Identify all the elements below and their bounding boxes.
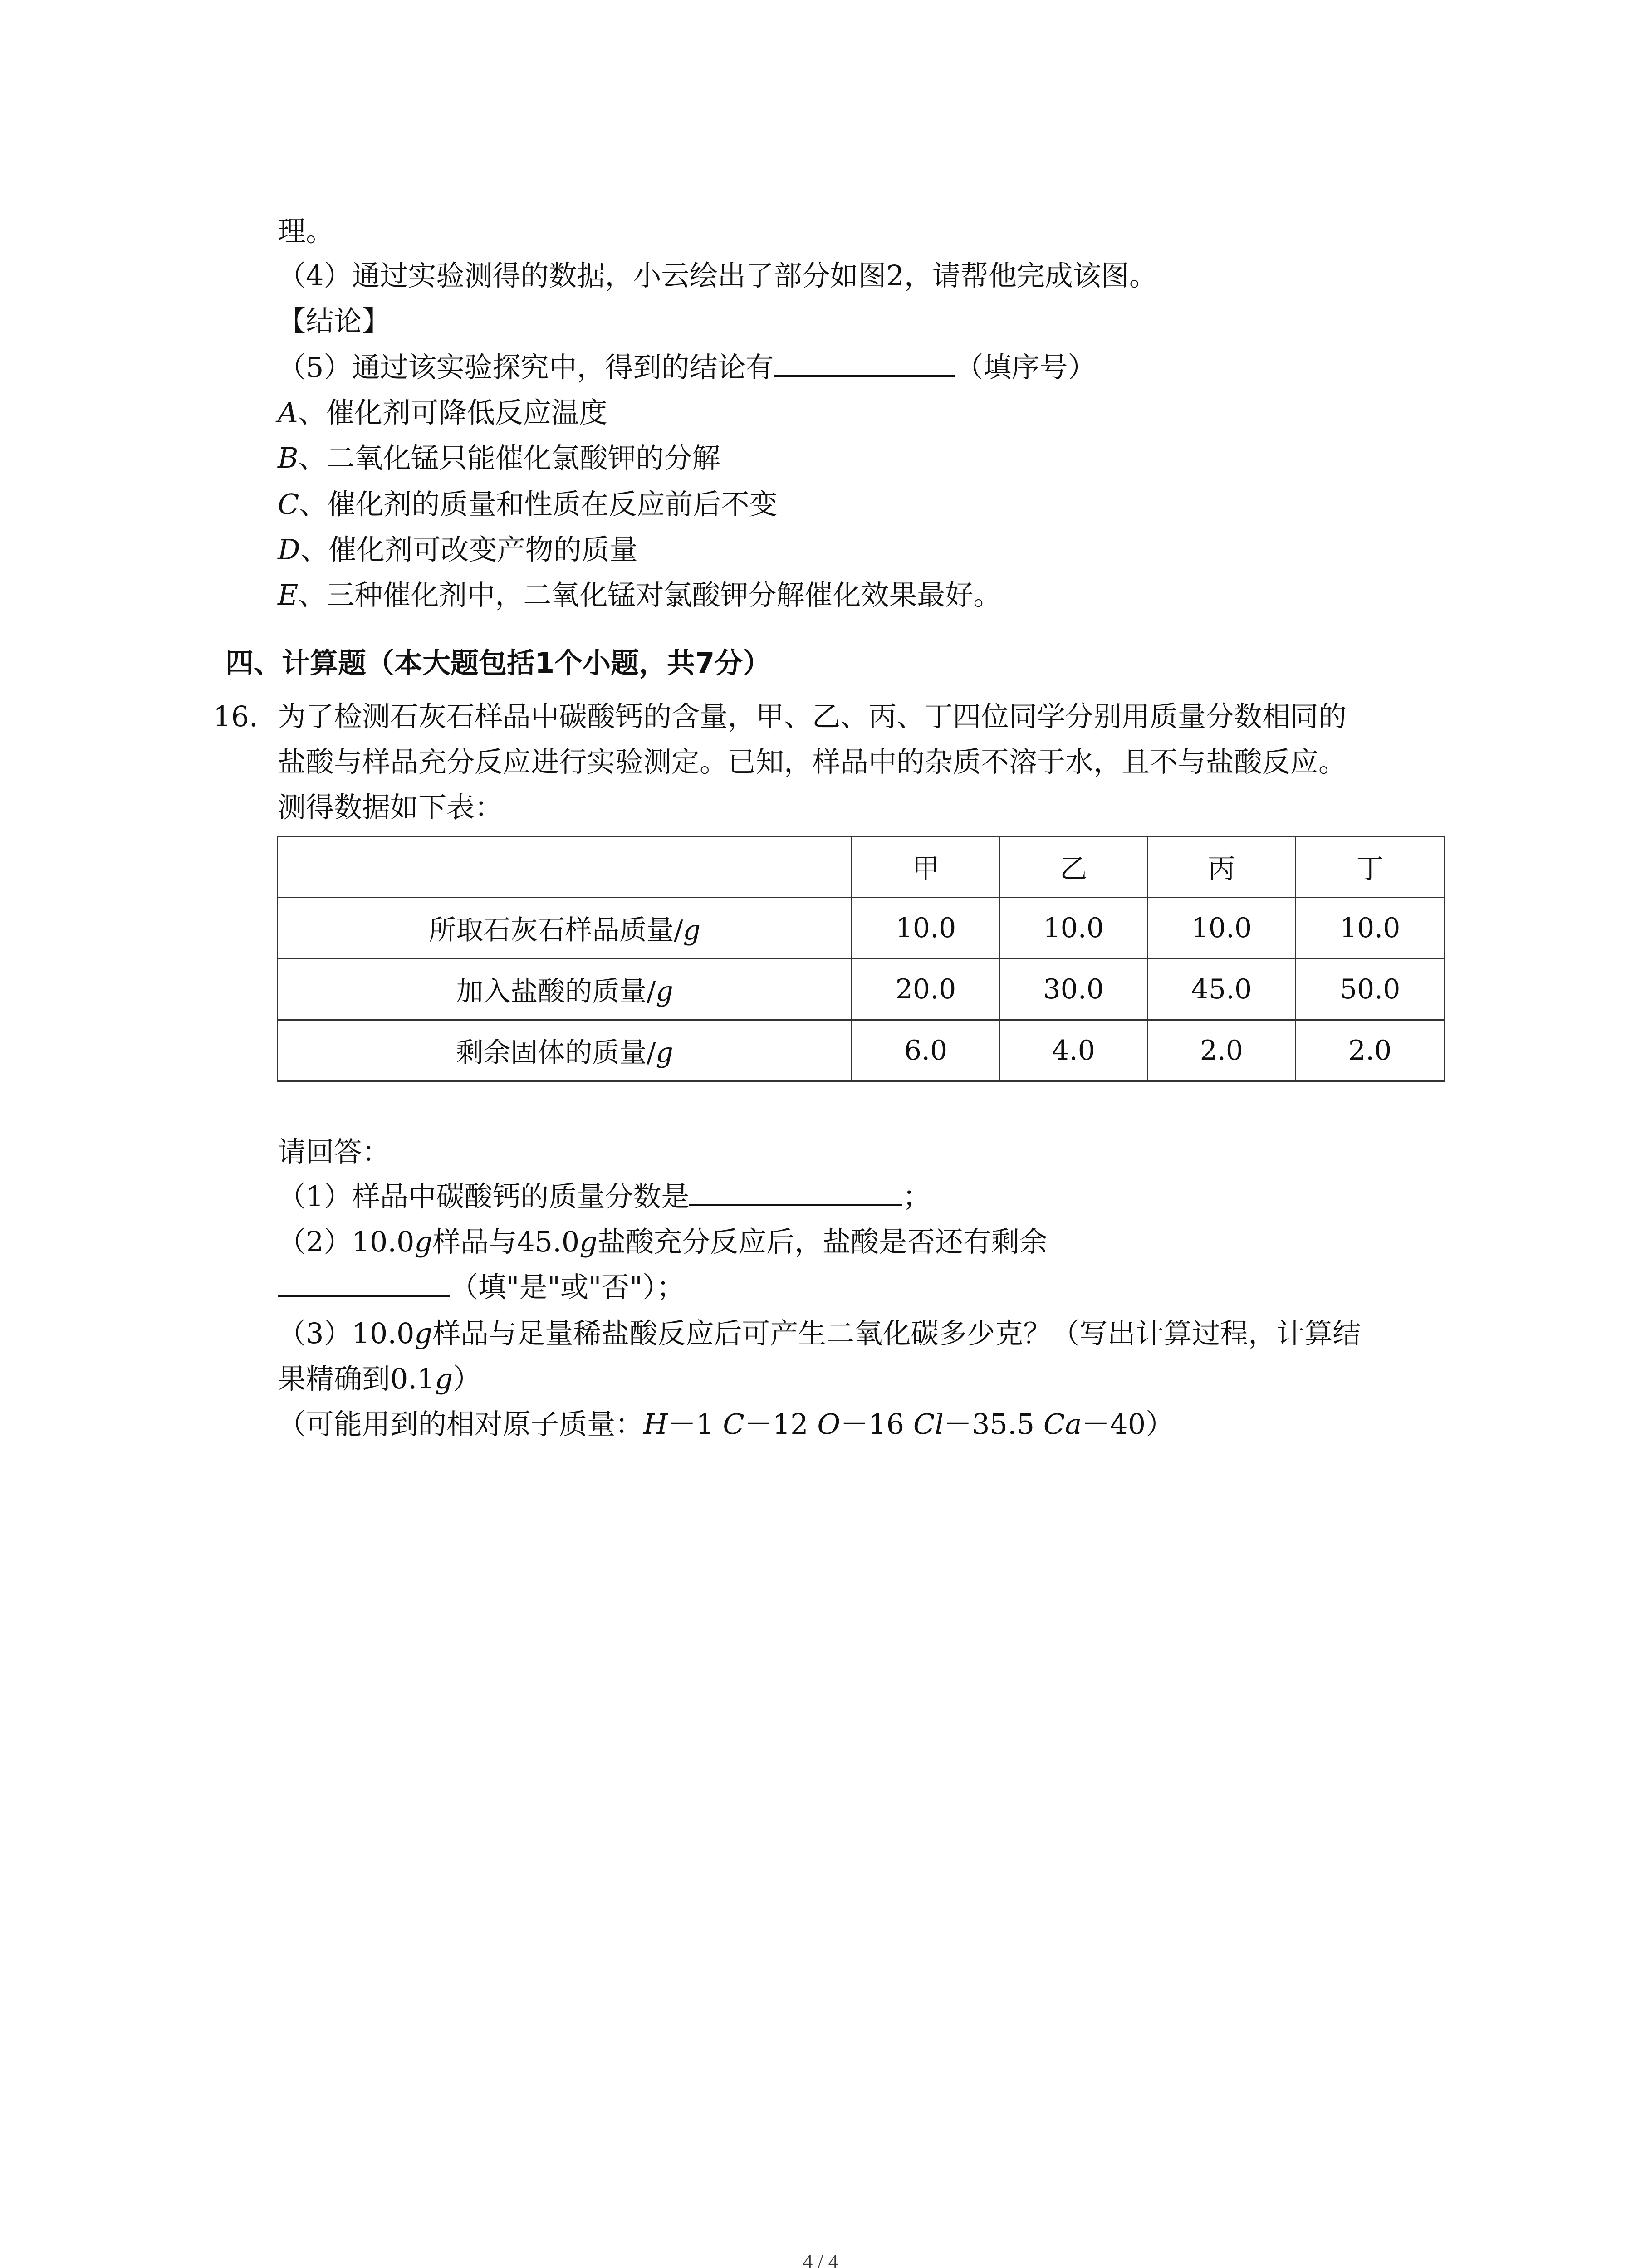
page-number: 4 / 4 xyxy=(803,2250,838,2268)
q5-suffix: （填序号） xyxy=(955,351,1096,384)
table-cell: 30.0 xyxy=(999,959,1147,1020)
conclusion-header: 【结论】 xyxy=(278,304,391,337)
sub-question-2: （2）10.0g样品与45.0g盐酸充分反应后，盐酸是否还有剩余 xyxy=(278,1225,1048,1258)
sub2-answer-blank[interactable] xyxy=(278,1270,450,1297)
table-cell: 6.0 xyxy=(852,1020,1000,1081)
table-row xyxy=(278,898,1445,959)
table-cell: 50.0 xyxy=(1296,959,1445,1020)
question-4: （4）通过实验测得的数据，小云绘出了部分如图2，请帮他完成该图。 xyxy=(278,259,1157,292)
option-e: E、三种催化剂中，二氧化锰对氯酸钾分解催化效果最好。 xyxy=(278,578,1002,611)
table-row xyxy=(278,959,1445,1020)
q5-prefix: （5）通过该实验探究中，得到的结论有 xyxy=(278,351,774,384)
option-d: D、催化剂可改变产物的质量 xyxy=(278,533,638,566)
table-cell: 10.0 xyxy=(999,898,1147,959)
atomic-masses: （可能用到的相对原子质量：H－1 C－12 O－16 Cl－35.5 Ca－40） xyxy=(278,1408,1174,1441)
please-answer: 请回答： xyxy=(278,1135,391,1168)
table-header-row xyxy=(278,836,1445,898)
question-16-line1: 为了检测石灰石样品中碳酸钙的含量，甲、乙、丙、丁四位同学分别用质量分数相同的 xyxy=(278,700,1347,733)
data-table xyxy=(277,836,1445,1082)
table-cell: 20.0 xyxy=(852,959,1000,1020)
table-cell: 45.0 xyxy=(1147,959,1296,1020)
table-cell: 10.0 xyxy=(1147,898,1296,959)
sub-question-1: （1）样品中碳酸钙的质量分数是 ； xyxy=(278,1180,931,1213)
table-header-cell xyxy=(278,836,852,898)
sub-question-3-line2: 果精确到0.1g） xyxy=(278,1362,481,1395)
table-cell: 10.0 xyxy=(852,898,1000,959)
question-16-number: 16. xyxy=(213,700,258,733)
table-header-cell: 丁 xyxy=(1296,836,1445,898)
sub-question-3: （3）10.0g样品与足量稀盐酸反应后可产生二氧化碳多少克？（写出计算过程，计算结 xyxy=(278,1317,1361,1350)
section-heading: 四、计算题（本大题包括1个小题，共7分） xyxy=(225,646,771,679)
table-cell: 10.0 xyxy=(1296,898,1445,959)
question-16-line3: 测得数据如下表： xyxy=(278,791,503,824)
sub-question-2-line2: （填"是"或"否"）； xyxy=(278,1269,685,1305)
option-a: A、催化剂可降低反应温度 xyxy=(278,396,607,429)
sub1-answer-blank[interactable] xyxy=(689,1179,902,1206)
table-row-label: 剩余固体的质量/g xyxy=(278,1020,852,1081)
table-cell: 2.0 xyxy=(1147,1020,1296,1081)
table-row xyxy=(278,1020,1445,1081)
option-b: B、二氧化锰只能催化氯酸钾的分解 xyxy=(278,441,720,474)
table-row-label: 所取石灰石样品质量/g xyxy=(278,898,852,959)
question-5 xyxy=(278,349,1096,386)
table-header-cell: 甲 xyxy=(852,836,1000,898)
table-header-cell: 丙 xyxy=(1147,836,1296,898)
table-cell: 2.0 xyxy=(1296,1020,1445,1081)
q5-answer-blank[interactable] xyxy=(774,350,955,377)
question-16-line2: 盐酸与样品充分反应进行实验测定。已知，样品中的杂质不溶于水，且不与盐酸反应。 xyxy=(278,745,1347,778)
table-header-cell: 乙 xyxy=(999,836,1147,898)
option-c: C、催化剂的质量和性质在反应前后不变 xyxy=(278,488,778,521)
table-row-label: 加入盐酸的质量/g xyxy=(278,959,852,1020)
table-cell: 4.0 xyxy=(999,1020,1147,1081)
continuation-text: 理。 xyxy=(278,215,334,248)
